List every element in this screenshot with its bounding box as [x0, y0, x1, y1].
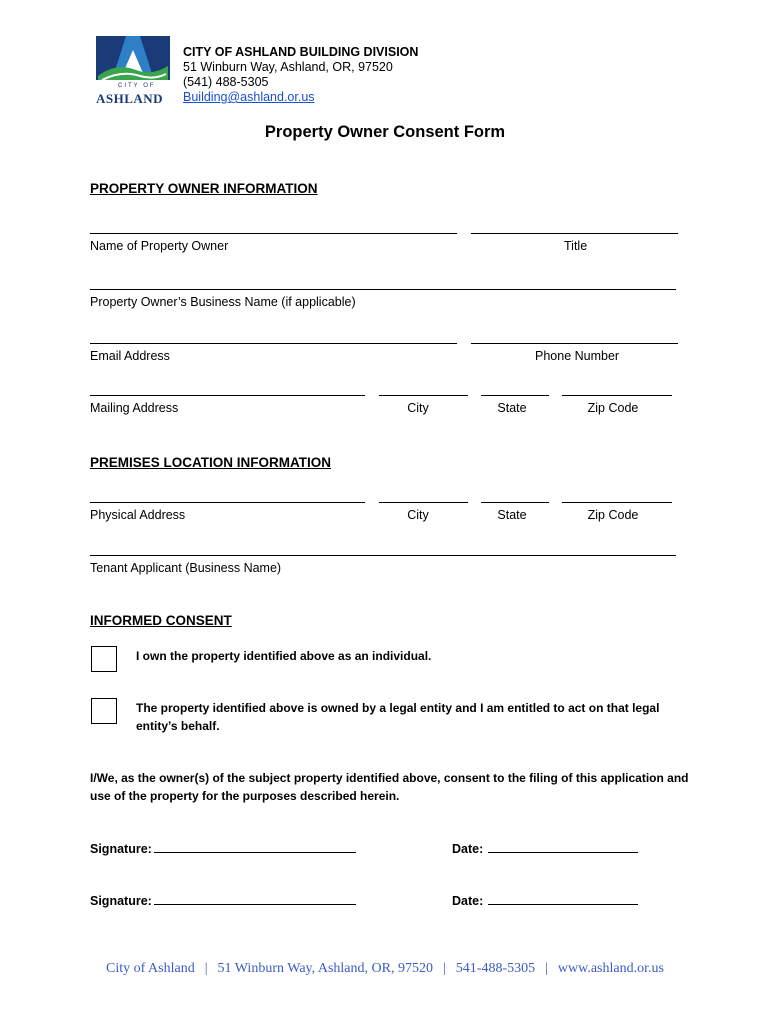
consent-statement: I/We, as the owner(s) of the subject property identified above, consent to the filing of this application and use of the property for the purposes described herein. [90, 771, 689, 803]
division-email-link[interactable]: Building@ashland.or.us [183, 90, 315, 104]
premises-zip-field[interactable] [562, 502, 672, 503]
legal-entity-option-text: The property identified above is owned by a legal entity and I am entitled to act on that legal entity’s behalf. [136, 701, 660, 733]
division-name: CITY OF ASHLAND BUILDING DIVISION [183, 45, 419, 59]
signature-row-2 [90, 892, 356, 908]
premises-state-field[interactable] [481, 502, 549, 503]
logo-text-top: CITY OF [118, 83, 156, 89]
owner-title-label: Title [564, 239, 588, 253]
page-footer [0, 961, 770, 977]
form-title: Property Owner Consent Form [264, 123, 506, 141]
physical-address-field[interactable] [90, 502, 365, 503]
owner-business-field[interactable] [90, 289, 676, 290]
date-label: Date: [452, 842, 484, 856]
date-row-2 [452, 892, 638, 908]
mailing-zip-field[interactable] [562, 395, 672, 396]
mailing-state-label: State [497, 401, 527, 415]
date-field-1[interactable] [488, 840, 638, 853]
date-field-2[interactable] [488, 892, 638, 905]
footer-website-link[interactable]: www.ashland.or.us [557, 961, 664, 976]
owner-section-heading: PROPERTY OWNER INFORMATION [90, 181, 318, 196]
division-address: 51 Winburn Way, Ashland, OR, 97520 [183, 60, 393, 74]
mailing-city-field[interactable] [379, 395, 468, 396]
mailing-state-field[interactable] [481, 395, 549, 396]
tenant-business-label: Tenant Applicant (Business Name) [90, 561, 282, 575]
owner-name-field[interactable] [90, 233, 457, 234]
owner-business-label: Property Owner’s Business Name (if applicable) [90, 295, 356, 309]
physical-address-label: Physical Address [90, 508, 186, 522]
date-label: Date: [452, 894, 484, 908]
city-of-ashland-logo [96, 36, 170, 110]
owner-email-label: Email Address [90, 349, 170, 363]
owner-phone-field[interactable] [471, 343, 678, 344]
signature-field-2[interactable] [154, 892, 356, 905]
premises-section-heading: PREMISES LOCATION INFORMATION [90, 455, 331, 470]
date-row-1 [452, 840, 638, 856]
tenant-business-field[interactable] [90, 555, 676, 556]
premises-city-label: City [407, 508, 429, 522]
logo-text-bottom: ASHLAND [96, 91, 164, 106]
footer-city: City of Ashland [106, 961, 195, 976]
owner-email-field[interactable] [90, 343, 457, 344]
individual-owner-option-text: I own the property identified above as an individual. [136, 649, 432, 663]
individual-owner-checkbox[interactable] [91, 646, 117, 672]
mailing-address-field[interactable] [90, 395, 365, 396]
owner-name-label: Name of Property Owner [90, 239, 229, 253]
signature-label: Signature: [90, 842, 152, 856]
consent-section-heading: INFORMED CONSENT [90, 613, 232, 628]
footer-separator: | [545, 961, 548, 976]
division-phone: (541) 488-5305 [183, 75, 269, 89]
premises-state-label: State [497, 508, 527, 522]
mailing-address-label: Mailing Address [90, 401, 179, 415]
signature-row-1 [90, 840, 356, 856]
signature-label: Signature: [90, 894, 152, 908]
owner-phone-label: Phone Number [535, 349, 620, 363]
owner-title-field[interactable] [471, 233, 678, 234]
footer-separator: | [442, 961, 446, 976]
mailing-zip-label: Zip Code [587, 401, 639, 415]
premises-zip-label: Zip Code [587, 508, 639, 522]
mailing-city-label: City [407, 401, 429, 415]
legal-entity-checkbox[interactable] [91, 698, 117, 724]
signature-field-1[interactable] [154, 840, 356, 853]
footer-address: 51 Winburn Way, Ashland, OR, 97520 [217, 961, 433, 976]
footer-separator: | [204, 961, 208, 976]
premises-city-field[interactable] [379, 502, 468, 503]
footer-phone: 541-488-5305 [455, 961, 536, 976]
